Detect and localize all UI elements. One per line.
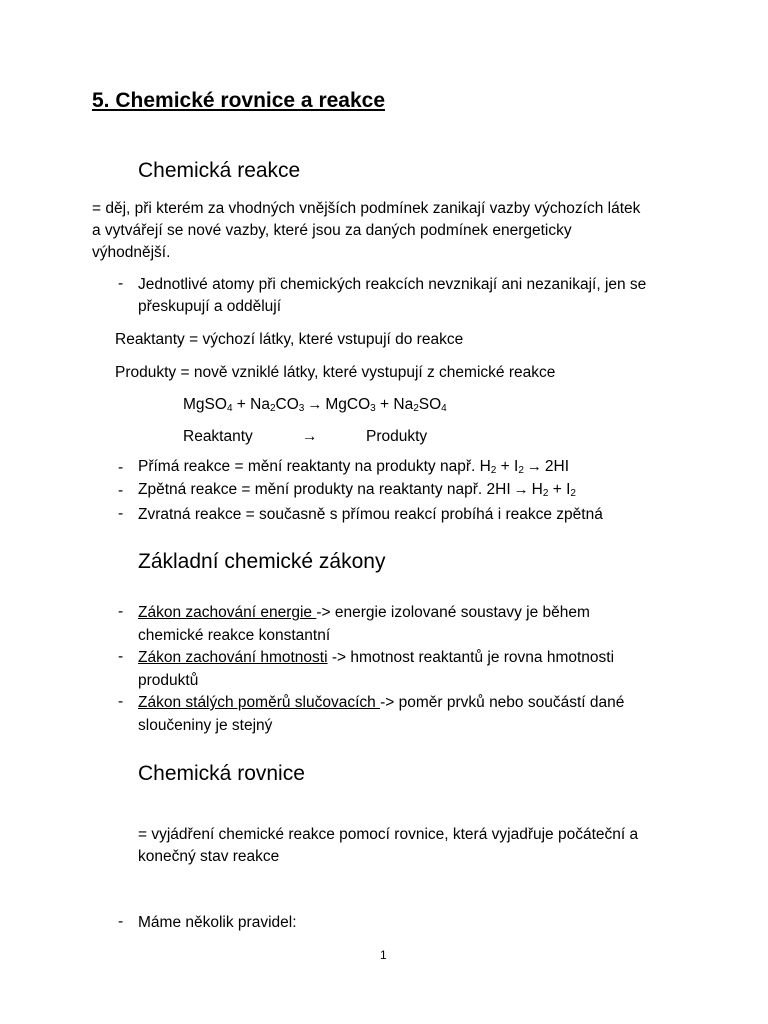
bullet-dash: - [118,648,124,665]
bullet-dash: - [118,275,124,292]
arrow-icon: → [302,428,318,445]
arrow-icon: → [526,458,542,475]
law-mass-continued: produktů [138,672,199,689]
definition-line: = vyjádření chemické reakce pomocí rovnice, která vyjadřuje počáteční a [138,826,639,843]
equation-label-reactants: Reaktanty [183,428,253,445]
products-definition: Produkty = nově vzniklé látky, které vystupují z chemické reakce [115,364,556,381]
bullet-dash: - [118,913,124,930]
document-title: 5. Chemické rovnice a reakce [92,89,386,112]
reactants-definition: Reaktanty = výchozí látky, které vstupují do reakce [115,331,464,348]
law-constant-proportions-continued: sloučeniny je stejný [138,717,273,734]
bullet-dash: - [118,505,124,522]
bullet-dash: - [118,459,124,476]
law-energy: Zákon zachování energie -> energie izolované soustavy je během [138,604,590,621]
bullet-reversible-reaction: Zvratná reakce = současně s přímou reakcí probíhá i reakce zpětná [138,506,603,523]
bullet-rules: Máme několik pravidel: [138,914,297,931]
arrow-icon: → [307,396,323,413]
definition-line: a vytvářejí se nové vazby, které jsou za daných podmínek energeticky [92,222,572,239]
heading-chemicka-rovnice: Chemická rovnice [138,762,305,785]
definition-line: konečný stav reakce [138,848,280,865]
bullet-dash: - [118,693,124,710]
bullet-reverse-reaction: Zpětná reakce = mění produkty na reaktanty např. $2HI \to H_2 + I_2$ [138,481,576,499]
bullet-dash: - [118,482,124,499]
example-equation: MgSO$_4$ + $Na_2CO_3$ → MgCO$_3$ + $Na_2SO_4$ [183,396,447,414]
law-mass: Zákon zachování hmotnosti -> hmotnost reaktantů je rovna hmotnosti [138,649,615,666]
bullet-text: Jednotlivé atomy při chemických reakcích nevznikají ani nezanikají, jen se [138,276,647,293]
heading-zakladni-zakony: Základní chemické zákony [138,550,386,573]
equation-label-products: Produkty [366,428,428,445]
bullet-dash: - [118,603,124,620]
page-number: 1 [380,948,387,962]
definition-line: výhodnější. [92,244,171,261]
heading-chemicka-reakce: Chemická reakce [138,159,301,182]
arrow-icon: → [513,481,529,498]
bullet-text: přeskupují a oddělují [138,298,282,315]
definition-line: = děj, při kterém za vhodných vnějších podmínek zanikají vazby výchozích látek [92,200,641,217]
law-energy-continued: chemické reakce konstantní [138,627,331,644]
law-constant-proportions: Zákon stálých poměrů slučovacích -> poměr prvků nebo součástí dané [138,694,625,711]
bullet-direct-reaction: Přímá reakce = mění reaktanty na produkty např. $H_2 + I_2 \to 2HI$ [138,458,570,476]
